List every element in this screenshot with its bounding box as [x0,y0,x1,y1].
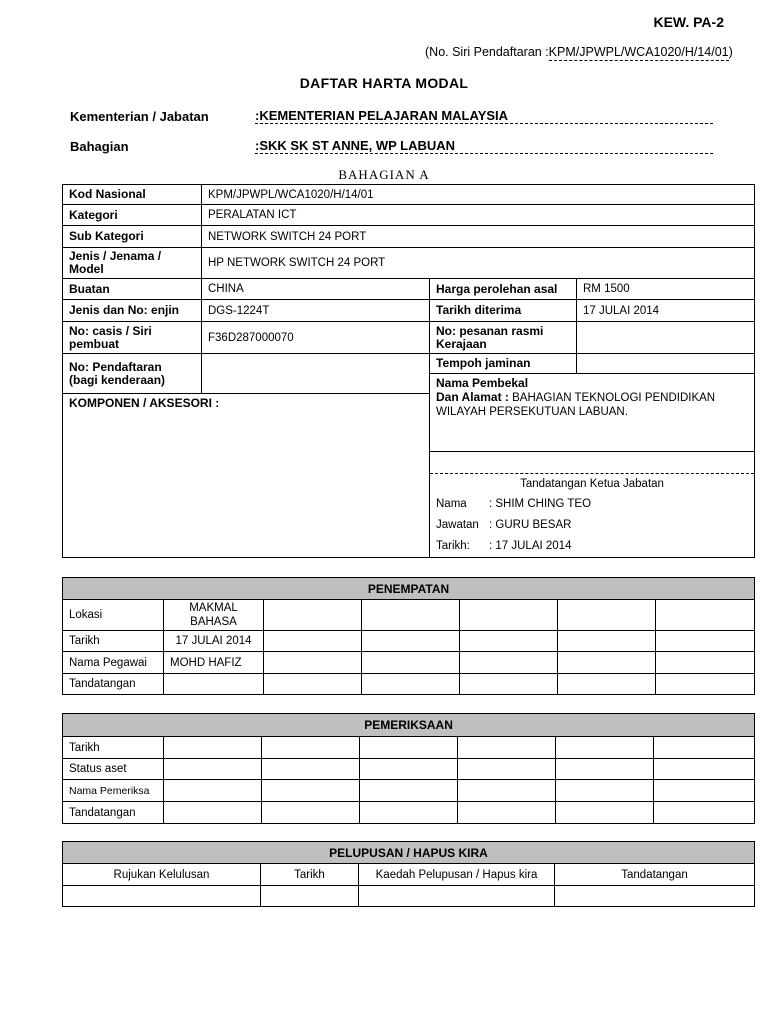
penempatan-cell[interactable] [362,600,460,631]
penempatan-cell[interactable] [656,600,755,631]
ministry-value: :KEMENTERIAN PELAJARAN MALAYSIA [255,109,713,124]
pemeriksaan-row-label: Tandatangan [63,802,164,824]
serial-number [425,45,733,59]
penempatan-cell[interactable] [558,652,656,674]
pembekal-value-line1: BAHAGIAN TEKNOLOGI PENDIDIKAN [512,392,716,404]
penempatan-row-label: Tandatangan [63,674,164,695]
section-title: BAHAGIAN A [338,167,430,182]
pesanan-label [430,322,577,354]
pemeriksaan-table [62,713,755,824]
form-code: KEW. PA-2 [653,14,724,30]
pemeriksaan-cell[interactable] [164,802,262,824]
ketua-tarikh-label: Tarikh: [436,540,470,552]
casis-value: F36D287000070 [202,322,430,354]
penempatan-title: PENEMPATAN [63,578,755,600]
pemeriksaan-cell[interactable] [360,759,458,780]
pemeriksaan-cell[interactable] [458,759,556,780]
ketua-tarikh-value: : 17 JULAI 2014 [489,540,572,552]
casis-label-line2: pembuat [69,336,120,351]
serial-value: KPM/JPWPL/WCA1020/H/14/01 [548,45,729,59]
pelupusan-cell[interactable] [359,886,555,907]
pelupusan-cell[interactable] [261,886,359,907]
pembekal-label-line2: Dan Alamat : [436,390,509,404]
pendaftaran-value [202,354,430,394]
division-value: :SKK SK ST ANNE, WP LABUAN [255,139,713,154]
tempoh-label: Tempoh jaminan [430,354,577,374]
penempatan-row-label: Tarikh [63,631,164,652]
pesanan-label-line1: No: pesanan rasmi [436,323,544,338]
penempatan-cell[interactable] [558,600,656,631]
penempatan-tarikh-value: 17 JULAI 2014 [164,631,264,652]
pemeriksaan-cell[interactable] [262,759,360,780]
tarikh-diterima-label: Tarikh diterima [430,300,577,322]
buatan-label: Buatan [63,279,202,300]
penempatan-cell[interactable] [558,674,656,695]
ketua-nama-label: Nama [436,498,467,510]
pemeriksaan-row-label: Status aset [63,759,164,780]
penempatan-pegawai-value: MOHD HAFIZ [164,652,264,674]
lokasi-line2: BAHASA [190,616,237,628]
pesanan-value [577,322,755,354]
pemeriksaan-cell[interactable] [164,737,262,759]
penempatan-cell[interactable] [558,631,656,652]
penempatan-cell[interactable] [164,674,264,695]
kod-nasional-label: Kod Nasional [63,185,202,205]
pembekal-address [436,390,748,405]
ketua-jawatan-label: Jawatan [436,519,479,531]
lokasi-line1: MAKMAL [189,602,238,614]
pemeriksaan-cell[interactable] [654,802,755,824]
serial-suffix: ) [728,45,733,59]
pembekal-value-line2: WILAYAH PERSEKUTUAN LABUAN. [436,406,628,418]
page-title: DAFTAR HARTA MODAL [299,75,469,91]
pemeriksaan-row-label: Tarikh [63,737,164,759]
jenis-label [63,248,202,279]
pembekal-cell [430,374,755,452]
penempatan-cell[interactable] [264,631,362,652]
harga-value: RM 1500 [577,279,755,300]
penempatan-cell[interactable] [362,652,460,674]
pelupusan-col-tandatangan: Tandatangan [555,864,755,886]
pemeriksaan-cell[interactable] [262,780,360,802]
pemeriksaan-cell[interactable] [654,737,755,759]
sub-kategori-label: Sub Kategori [63,226,202,248]
penempatan-cell[interactable] [264,600,362,631]
pendaftaran-label-line2: (bagi kenderaan) [69,372,166,387]
pemeriksaan-cell[interactable] [654,759,755,780]
penempatan-row-label: Nama Pegawai [63,652,164,674]
penempatan-cell[interactable] [264,674,362,695]
pemeriksaan-cell[interactable] [556,737,654,759]
casis-label [63,322,202,354]
pembekal-label-line1: Nama Pembekal [436,376,529,390]
harga-label: Harga perolehan asal [430,279,577,300]
pemeriksaan-cell[interactable] [556,759,654,780]
pemeriksaan-cell[interactable] [360,802,458,824]
serial-prefix: (No. Siri Pendaftaran : [425,45,549,59]
penempatan-cell[interactable] [460,652,558,674]
jenis-label-line2: Model [69,262,104,276]
pemeriksaan-cell[interactable] [458,802,556,824]
pemeriksaan-cell[interactable] [164,759,262,780]
pemeriksaan-cell[interactable] [458,737,556,759]
penempatan-table [62,577,755,695]
kategori-value: PERALATAN ICT [202,205,755,226]
penempatan-lokasi-value [164,600,264,631]
pemeriksaan-cell[interactable] [262,802,360,824]
tempoh-value [577,354,755,374]
ketua-spacer [430,452,754,474]
penempatan-cell[interactable] [656,631,755,652]
pemeriksaan-cell[interactable] [556,780,654,802]
ministry-label: Kementerian / Jabatan [70,109,209,124]
pemeriksaan-cell[interactable] [262,737,360,759]
pelupusan-cell[interactable] [555,886,755,907]
pelupusan-col-rujukan: Rujukan Kelulusan [63,864,261,886]
pelupusan-col-kaedah: Kaedah Pelupusan / Hapus kira [359,864,555,886]
ketua-nama-row [430,494,754,515]
pelupusan-title: PELUPUSAN / HAPUS KIRA [63,842,755,864]
ketua-jawatan-row [430,515,754,536]
penempatan-cell[interactable] [460,631,558,652]
pendaftaran-label-line1: No: Pendaftaran [69,359,162,374]
sub-kategori-value: NETWORK SWITCH 24 PORT [202,226,755,248]
penempatan-row-label: Lokasi [63,600,164,631]
penempatan-cell[interactable] [656,652,755,674]
ketua-nama-value: : SHIM CHING TEO [489,498,592,510]
jenis-value: HP NETWORK SWITCH 24 PORT [202,248,755,279]
pemeriksaan-cell[interactable] [164,780,262,802]
kod-nasional-value: KPM/JPWPL/WCA1020/H/14/01 [202,185,755,205]
enjin-value: DGS-1224T [202,300,430,322]
pemeriksaan-title: PEMERIKSAAN [63,714,755,737]
pesanan-label-line2: Kerajaan [436,336,487,351]
bahagian-a-table [62,184,755,558]
pemeriksaan-cell[interactable] [654,780,755,802]
penempatan-cell[interactable] [264,652,362,674]
pelupusan-col-tarikh: Tarikh [261,864,359,886]
pelupusan-table [62,841,755,907]
pendaftaran-label [63,354,202,394]
buatan-value: CHINA [202,279,430,300]
tarikh-diterima-value: 17 JULAI 2014 [577,300,755,322]
penempatan-cell[interactable] [656,674,755,695]
pemeriksaan-cell[interactable] [458,780,556,802]
ketua-cell [430,452,755,558]
ketua-jawatan-value: : GURU BESAR [489,519,572,531]
komponen-cell [63,394,430,558]
pemeriksaan-row-label: Nama Pemeriksa [63,780,164,802]
ketua-tarikh-row [430,536,754,557]
penempatan-cell[interactable] [362,631,460,652]
pemeriksaan-cell[interactable] [360,780,458,802]
kategori-label: Kategori [63,205,202,226]
division-label: Bahagian [70,139,129,154]
pemeriksaan-cell[interactable] [556,802,654,824]
enjin-label: Jenis dan No: enjin [63,300,202,322]
casis-label-line1: No: casis / Siri [69,323,152,338]
penempatan-cell[interactable] [460,600,558,631]
penempatan-cell[interactable] [460,674,558,695]
komponen-label: KOMPONEN / AKSESORI : [69,396,220,410]
pemeriksaan-cell[interactable] [360,737,458,759]
pelupusan-cell[interactable] [63,886,261,907]
penempatan-cell[interactable] [362,674,460,695]
jenis-label-line1: Jenis / Jenama / [69,249,162,263]
ketua-title: Tandatangan Ketua Jabatan [520,478,664,490]
